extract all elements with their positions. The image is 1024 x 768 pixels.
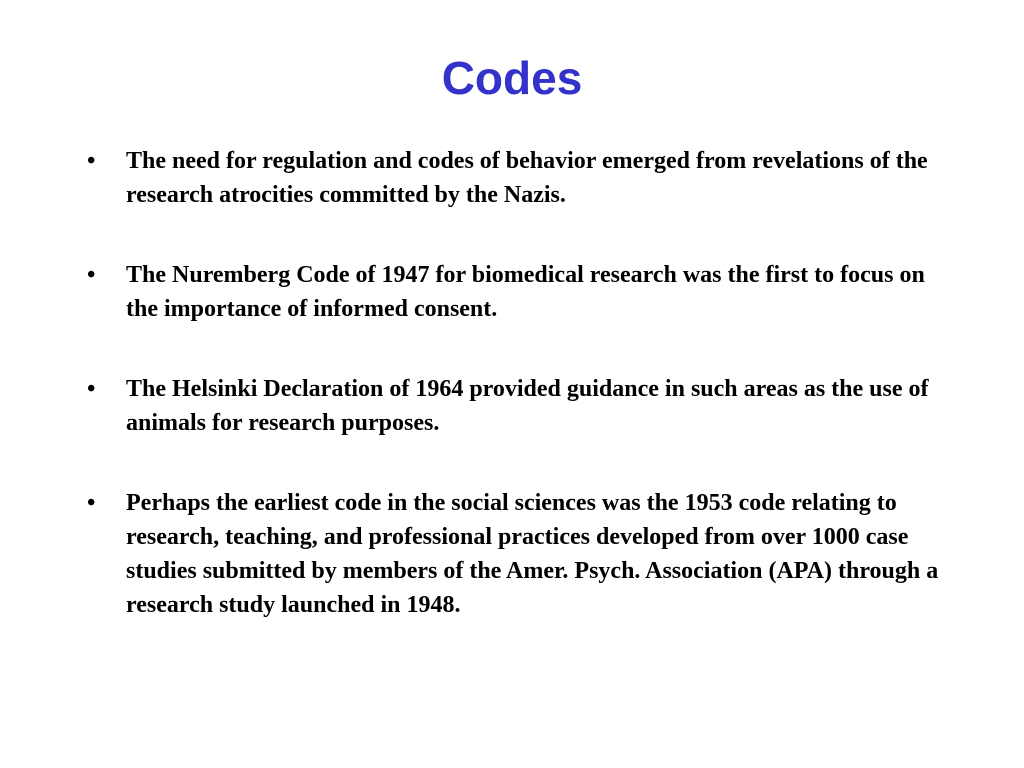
bullet-icon: •: [87, 376, 96, 402]
bullet-text: The Helsinki Declaration of 1964 provided guidance in such areas as the use of animals for research purposes.: [126, 376, 929, 436]
bullet-item: [87, 258, 947, 326]
bullet-icon: •: [87, 148, 96, 174]
slide-title: Codes: [441, 52, 583, 104]
bullet-icon: •: [87, 490, 96, 516]
bullet-item: [87, 144, 947, 212]
bullet-item: [87, 486, 947, 622]
bullet-text: Perhaps the earliest code in the social sciences was the 1953 code relating to research, teaching, and professional practices developed from over 1000 case studies submitted by members of the Amer. Psych. Association (APA) through a research study launched in 1948.: [126, 490, 939, 618]
bullet-text: The need for regulation and codes of behavior emerged from revelations of the research atrocities committed by the Nazis.: [126, 148, 928, 208]
bullet-item: [87, 372, 947, 440]
bullet-icon: •: [87, 262, 96, 288]
bullet-list: [87, 144, 947, 668]
bullet-text: The Nuremberg Code of 1947 for biomedical research was the first to focus on the importance of informed consent.: [126, 262, 925, 322]
